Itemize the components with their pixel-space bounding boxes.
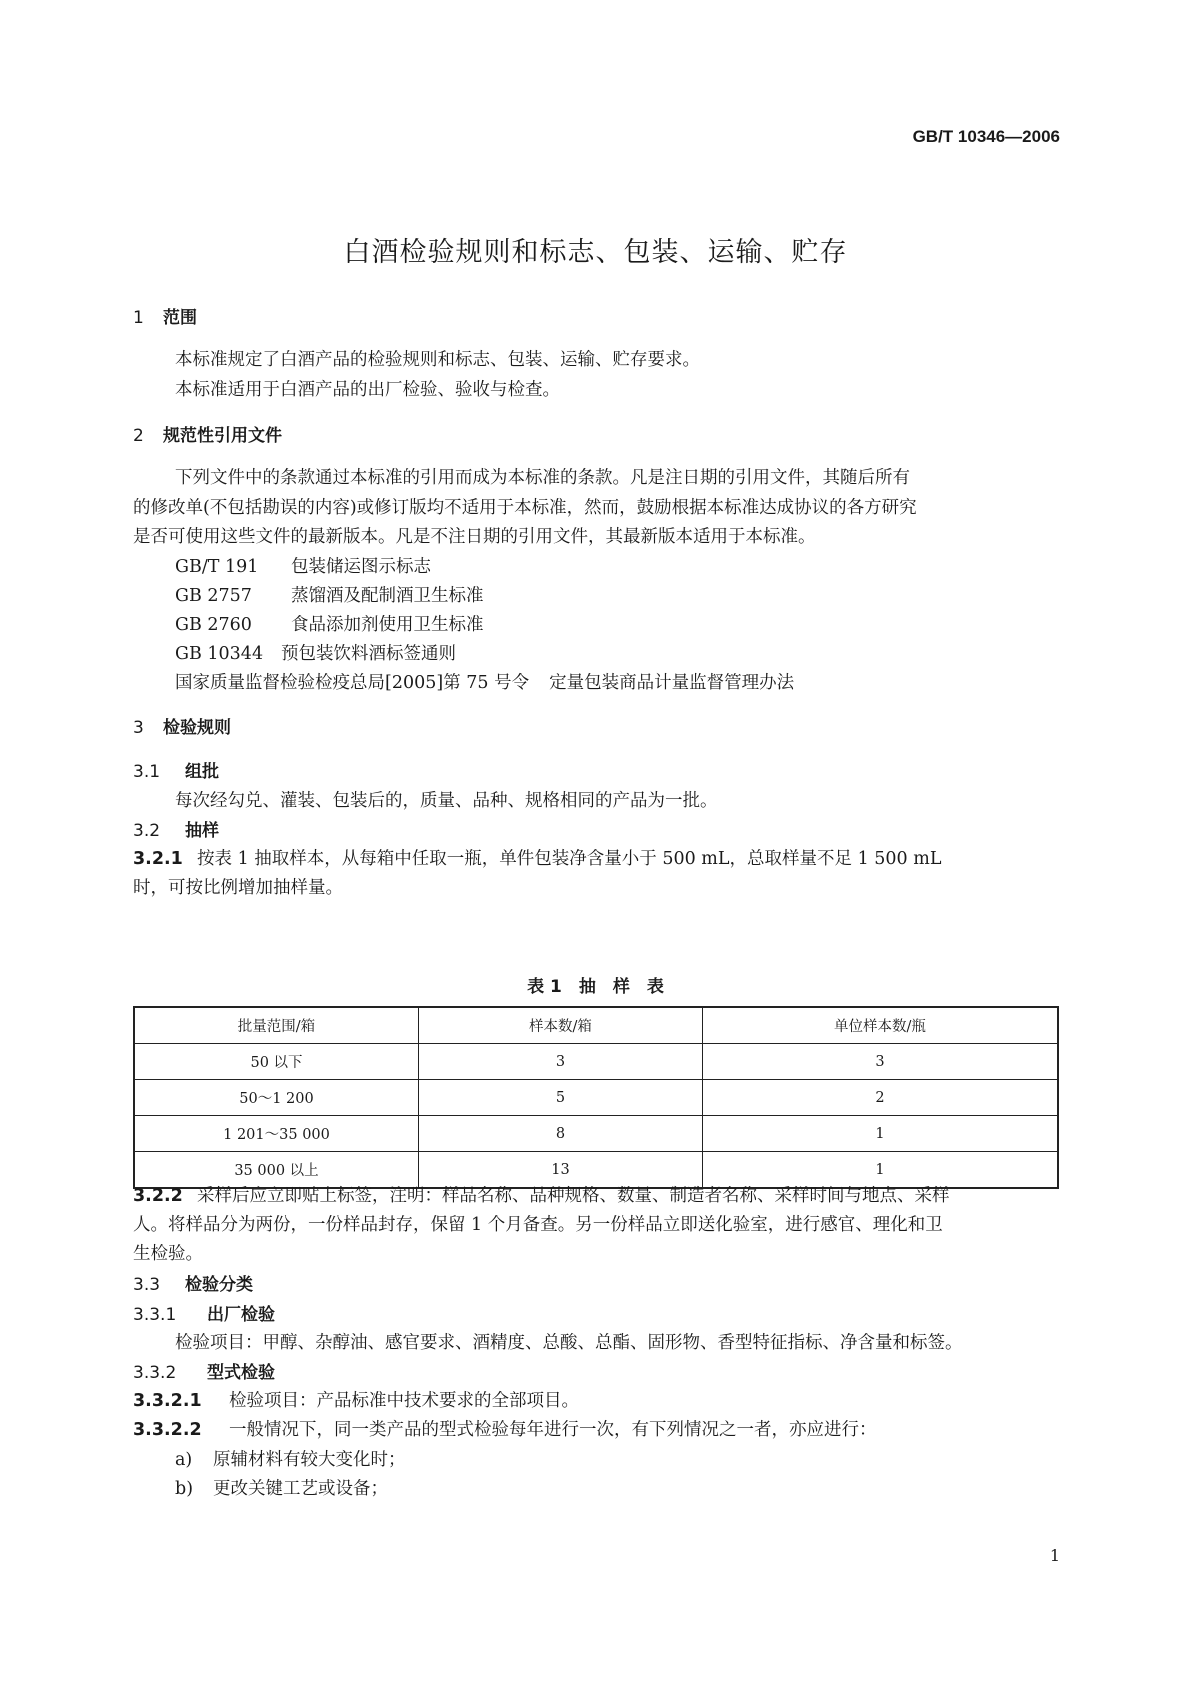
clause-text: 一般情况下，同一类产品的型式检验每年进行一次，有下列情况之一者，亦应进行： [229, 1420, 877, 1440]
reference-code: 国家质量监督检验检疫总局[2005]第 75 号令 [175, 673, 530, 693]
reference-item [175, 640, 456, 665]
table-cell: 1 [703, 1152, 1059, 1189]
clause-number: 3.3.2.1 [133, 1391, 202, 1411]
page-number: 1 [1049, 1546, 1060, 1565]
section-number: 3 [133, 718, 144, 738]
table-cell: 13 [419, 1152, 703, 1189]
list-item-text: 更改关键工艺或设备； [213, 1479, 388, 1499]
table-cell: 1 [703, 1116, 1059, 1152]
clause-3-3-1-heading [133, 1300, 275, 1325]
document-title: 白酒检验规则和标志、包装、运输、贮存 [343, 237, 848, 268]
subsection-title: 组批 [185, 762, 219, 782]
reference-item [175, 553, 431, 578]
table-row [134, 1116, 1058, 1152]
paragraph-line: 时，可按比例增加抽样量。 [133, 878, 343, 898]
reference-item [175, 582, 484, 607]
section-2-heading [133, 421, 282, 446]
subsection-number: 3.1 [133, 762, 161, 782]
clause-text: 采样后应立即贴上标签，注明：样品名称、品种规格、数量、制造者名称、采样时间与地点、采样 [197, 1186, 950, 1206]
reference-code: GB 2757 [175, 586, 252, 606]
reference-title: 包装储运图示标志 [291, 557, 431, 577]
paragraph-line: 人。将样品分为两份，一份样品封存，保留 1 个月备查。另一份样品立即送化验室，进行感官、理化和卫 [133, 1215, 943, 1235]
table-caption: 表 1 抽 样 表 [527, 977, 664, 997]
table-cell: 35 000 以上 [134, 1152, 419, 1189]
clause-title: 型式检验 [207, 1363, 275, 1383]
paragraph: 检验项目：甲醇、杂醇油、感官要求、酒精度、总酸、总酯、固形物、香型特征指标、净含量和标签。 [175, 1333, 963, 1353]
table-header-cell: 样本数/箱 [419, 1007, 703, 1044]
table-cell: 2 [703, 1080, 1059, 1116]
table-header-row [134, 1007, 1058, 1044]
table-cell: 5 [419, 1080, 703, 1116]
paragraph-line: 是否可使用这些文件的最新版本。凡是不注日期的引用文件，其最新版本适用于本标准。 [133, 527, 816, 547]
clause-text: 检验项目：产品标准中技术要求的全部项目。 [229, 1391, 579, 1411]
list-item-label: a) [175, 1450, 193, 1470]
paragraph-line: 生检验。 [133, 1244, 203, 1264]
reference-title: 预包装饮料酒标签通则 [281, 644, 456, 664]
section-number: 2 [133, 426, 144, 446]
paragraph-line: 的修改单(不包括勘误的内容)或修订版均不适用于本标准，然而，鼓励根据本标准达成协议的各方研究 [133, 498, 917, 518]
subsection-3-3-heading [133, 1270, 253, 1295]
table-header-cell: 单位样本数/瓶 [703, 1007, 1059, 1044]
clause-3-2-1 [133, 845, 941, 870]
list-item-text: 原辅材料有较大变化时； [213, 1450, 406, 1470]
list-item-label: b) [175, 1479, 194, 1499]
sampling-table [133, 1006, 1059, 1189]
paragraph: 本标准规定了白酒产品的检验规则和标志、包装、运输、贮存要求。 [175, 350, 700, 370]
paragraph-line: 下列文件中的条款通过本标准的引用而成为本标准的条款。凡是注日期的引用文件，其随后所有 [175, 468, 910, 488]
clause-3-3-2-heading [133, 1358, 275, 1383]
table-cell: 1 201～35 000 [134, 1116, 419, 1152]
table-cell: 50 以下 [134, 1044, 419, 1080]
table-row [134, 1080, 1058, 1116]
clause-number: 3.3.1 [133, 1305, 177, 1325]
subsection-title: 检验分类 [185, 1275, 253, 1295]
reference-title: 定量包装商品计量监督管理办法 [549, 673, 795, 693]
table-header-cell: 批量范围/箱 [134, 1007, 419, 1044]
clause-number: 3.3.2 [133, 1363, 177, 1383]
reference-item [175, 669, 794, 694]
clause-number: 3.2.2 [133, 1186, 183, 1206]
section-3-heading [133, 713, 231, 738]
reference-code: GB 10344 [175, 644, 264, 664]
table-row [134, 1044, 1058, 1080]
reference-code: GB/T 191 [175, 557, 259, 577]
reference-title: 蒸馏酒及配制酒卫生标准 [291, 586, 484, 606]
table-cell: 3 [703, 1044, 1059, 1080]
clause-number: 3.3.2.2 [133, 1420, 202, 1440]
list-item [175, 1446, 406, 1471]
reference-title: 食品添加剂使用卫生标准 [291, 615, 484, 635]
table-cell: 3 [419, 1044, 703, 1080]
table-cell: 50～1 200 [134, 1080, 419, 1116]
clause-text: 按表 1 抽取样本，从每箱中任取一瓶，单件包装净含量小于 500 mL，总取样量不足 1 500 mL [197, 849, 942, 869]
paragraph: 本标准适用于白酒产品的出厂检验、验收与检查。 [175, 380, 560, 400]
clause-title: 出厂检验 [207, 1305, 275, 1325]
subsection-title: 抽样 [185, 821, 219, 841]
reference-item [175, 611, 484, 636]
subsection-3-2-heading [133, 816, 219, 841]
table-cell: 8 [419, 1116, 703, 1152]
paragraph: 每次经勾兑、灌装、包装后的，质量、品种、规格相同的产品为一批。 [175, 791, 718, 811]
clause-3-3-2-2 [133, 1416, 877, 1441]
clause-3-2-2 [133, 1182, 950, 1207]
section-title: 范围 [163, 308, 197, 328]
subsection-number: 3.2 [133, 821, 161, 841]
section-title: 规范性引用文件 [163, 426, 282, 446]
subsection-3-1-heading [133, 757, 219, 782]
list-item [175, 1475, 388, 1500]
reference-code: GB 2760 [175, 615, 252, 635]
clause-number: 3.2.1 [133, 849, 183, 869]
clause-3-3-2-1 [133, 1387, 579, 1412]
section-1-heading [133, 303, 197, 328]
subsection-number: 3.3 [133, 1275, 161, 1295]
section-number: 1 [133, 308, 144, 328]
section-title: 检验规则 [163, 718, 231, 738]
standard-number: GB/T 10346—2006 [912, 127, 1060, 146]
